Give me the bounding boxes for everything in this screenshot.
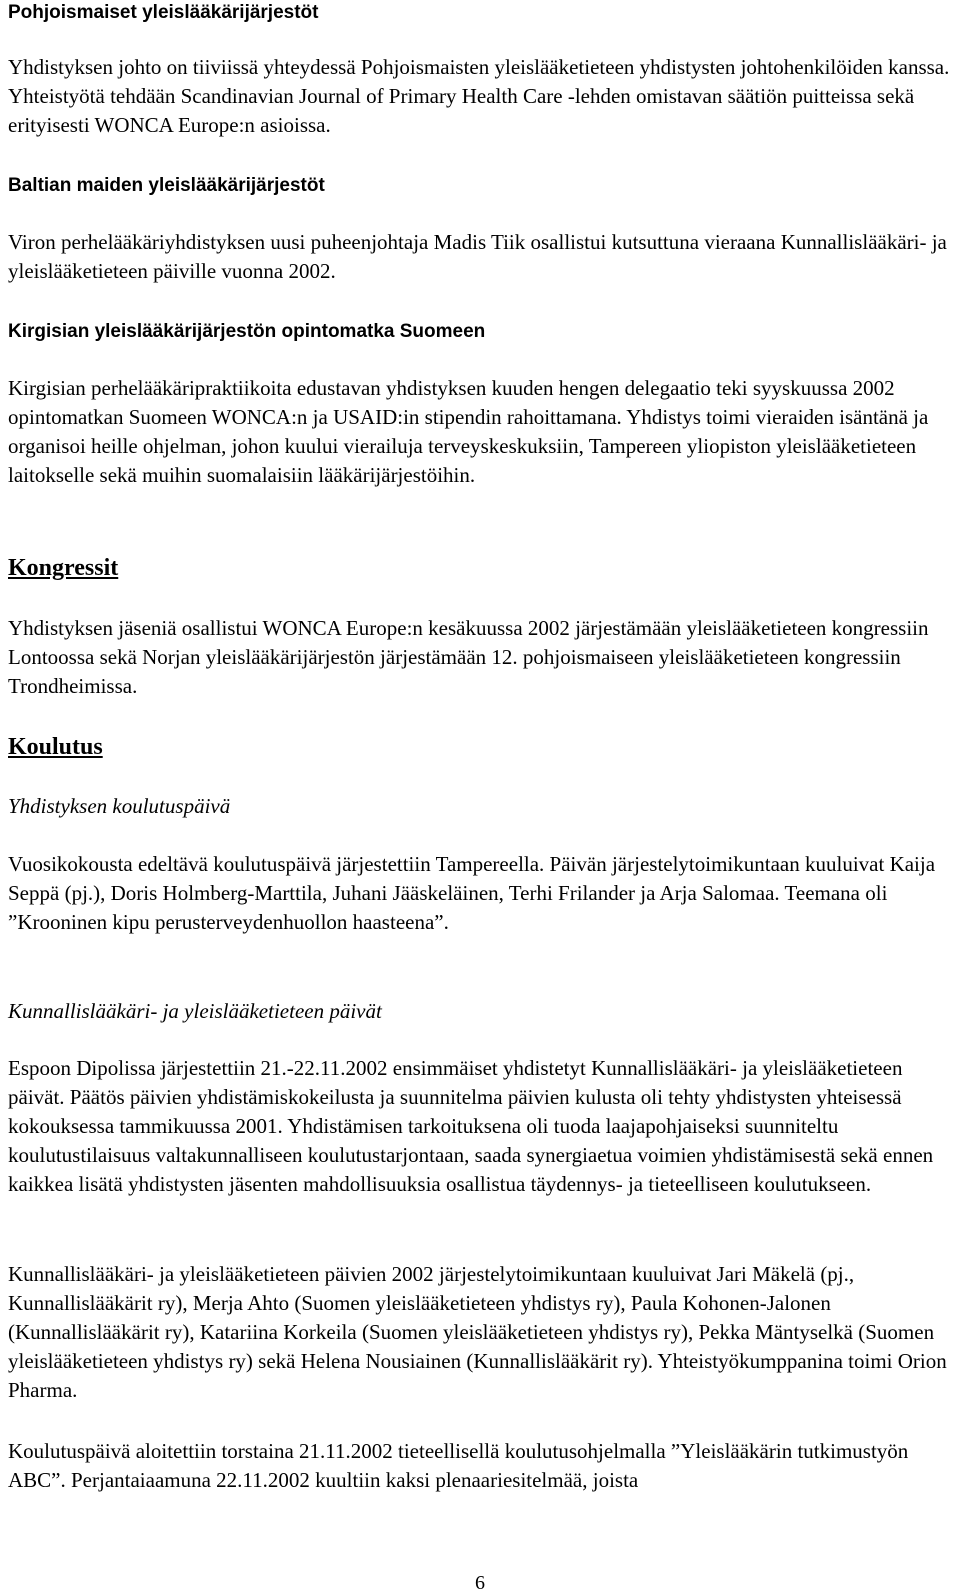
paragraph-kyrgyz: Kirgisian perhelääkäripraktiikoita edustavan yhdistyksen kuuden hengen delegaatio teki syyskuussa 2002 opintomatkan Suomeen WONCA:n ja USAID:in stipendin rahoittamana. Yhdistys toimi vieraiden isäntänä ja organisoi heille ohjelman, johon kuului vierailuja terveyskeskuksiin, Tampereen yliopiston yleislääketieteen laitokselle sekä muihin suomalaisiin lääkärijärjestöihin.: [8, 376, 929, 487]
paragraph-municipal-days-2: Kunnallislääkäri- ja yleislääketieteen päivien 2002 järjestelytoimikuntaan kuuluivat Jari Mäkelä (pj., Kunnallislääkärit ry), Merja Ahto (Suomen yleislääketieteen yhdistys ry), Paula Kohonen-Jalonen (Kunnallislääkärit ry), Katariina Korkeila (Suomen yleislääketieteen yhdistys ry), Pekka Mäntyselkä (Suomen yleislääketieteen yhdistys ry) sekä Helena Nousiainen (Kunnallislääkärit ry). Yhteistyökumppanina toimi Orion Pharma.: [8, 1262, 947, 1402]
page-number: 6: [475, 1572, 485, 1594]
subheading-municipal-days: Kunnallislääkäri- ja yleislääketieteen päivät: [8, 999, 382, 1023]
subheading-training-day: Yhdistyksen koulutuspäivä: [8, 794, 231, 818]
paragraph-municipal-days-3: Koulutuspäivä aloitettiin torstaina 21.11.2002 tieteellisellä koulutusohjelmalla ”Yleislääkärin tutkimustyön ABC”. Perjantaiaamuna 22.11.2002 kuultiin kaksi plenaariesitelmää, joista: [8, 1439, 909, 1492]
paragraph-congresses: Yhdistyksen jäseniä osallistui WONCA Europe:n kesäkuussa 2002 järjestämään yleislääketieteen kongressiin Lontoossa sekä Norjan yleislääkärijärjestön järjestämään 12. pohjoismaiseen yleislääketieteen kongressiin Trondheimissa.: [8, 616, 929, 698]
heading-congresses: Kongressit: [8, 555, 119, 581]
heading-nordic: Pohjoismaiset yleislääkärijärjestöt: [8, 2, 319, 23]
heading-training: Koulutus: [8, 734, 103, 760]
paragraph-training-day: Vuosikokousta edeltävä koulutuspäivä järjestettiin Tampereella. Päivän järjestelytoimikuntaan kuuluivat Kaija Seppä (pj.), Doris Holmberg-Marttila, Juhani Jääskeläinen, Terhi Frilander ja Arja Salomaa. Teemana oli ”Krooninen kipu perusterveydenhuollon haasteena”.: [8, 852, 936, 934]
heading-kyrgyz: Kirgisian yleislääkärijärjestön opintomatka Suomeen: [8, 321, 486, 342]
paragraph-nordic: Yhdistyksen johto on tiiviissä yhteydessä Pohjoismaisten yleislääketieteen yhdistysten johtohenkilöiden kanssa. Yhteistyötä tehdään Scandinavian Journal of Primary Health Care -lehden omistavan säätiön puitteissa sekä erityisesti WONCA Europe:n asioissa.: [8, 55, 950, 137]
paragraph-municipal-days-1: Espoon Dipolissa järjestettiin 21.-22.11.2002 ensimmäiset yhdistetyt Kunnallislääkäri- ja yleislääketieteen päivät. Päätös päivien yhdistämiskokeilusta ja suunnitelma päivien kulusta oli tehty yhdistysten yhteisessä kokouksessa tammikuussa 2001. Yhdistämisen tarkoituksena oli tuoda laajapohjaiseksi suunniteltu koulutustilaisuus valtakunnalliseen koulutustarjontaan, saada synergiaetua voimien yhdistämisestä sekä ennen kaikkea lisätä yhdistysten jäsenten mahdollisuuksia osallistua täydennys- ja tieteelliseen koulutukseen.: [8, 1056, 934, 1196]
heading-baltic: Baltian maiden yleislääkärijärjestöt: [8, 175, 325, 196]
paragraph-baltic: Viron perhelääkäriyhdistyksen uusi puheenjohtaja Madis Tiik osallistui kutsuttuna vieraana Kunnallislääkäri- ja yleislääketieteen päiville vuonna 2002.: [8, 230, 947, 283]
